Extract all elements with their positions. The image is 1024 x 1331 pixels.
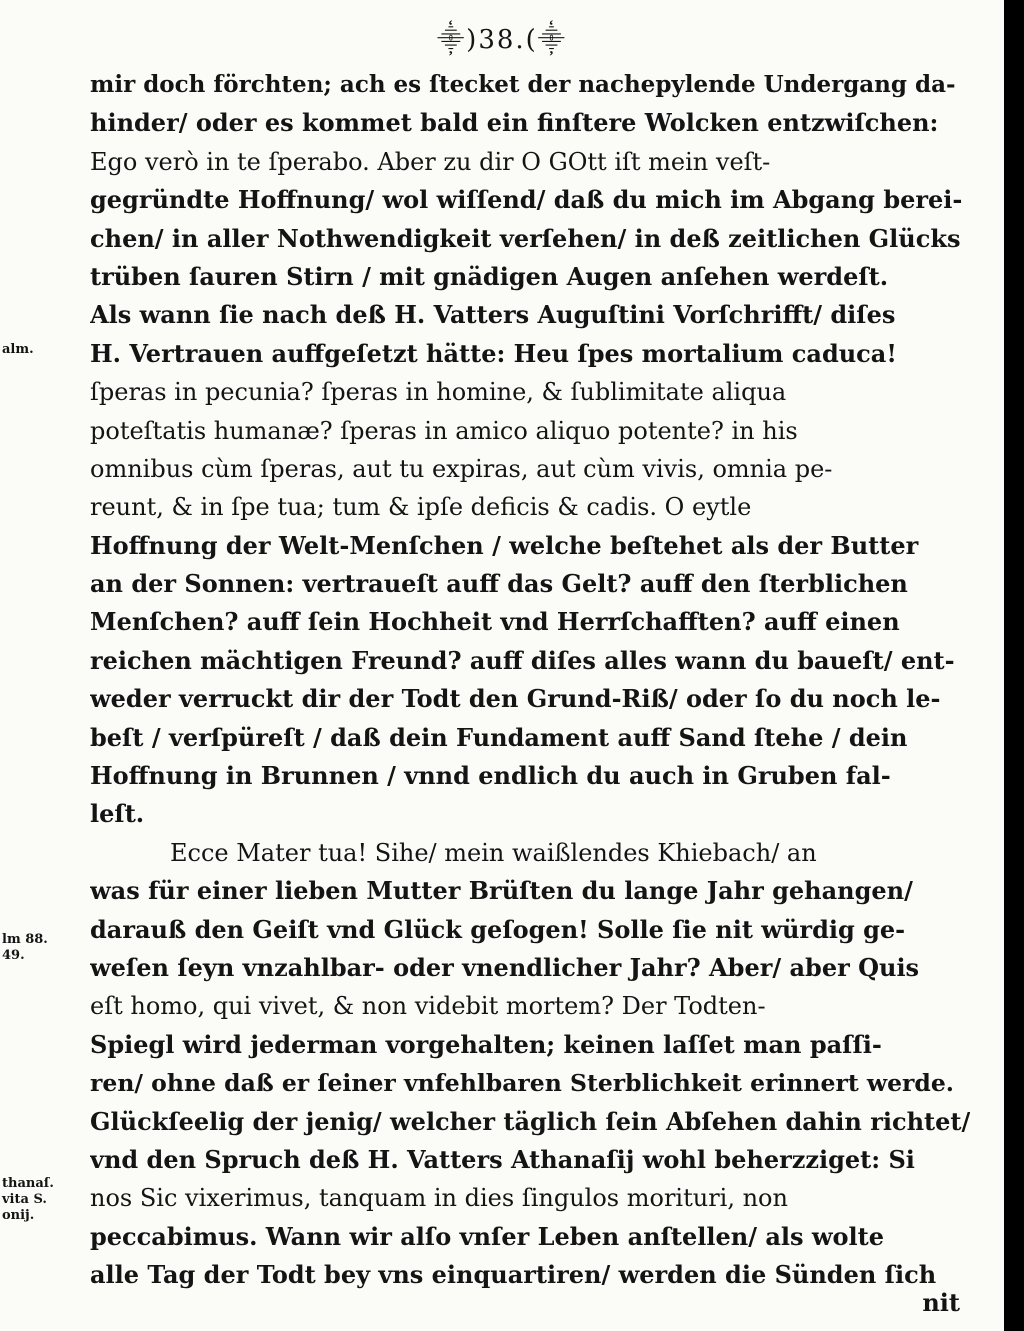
text-line: eſt homo, qui vivet, & non videbit mortem? Der Todten- <box>90 992 766 1021</box>
text-line: weder verruckt dir der Todt den Grund-Riß/ oder ſo du noch le- <box>90 684 941 714</box>
text-line: Spiegl wird jederman vorgehalten; keinen laſſet man paſſi- <box>90 1029 882 1059</box>
text-line: Hoffnung in Brunnen / vnnd endlich du auch in Gruben fal- <box>90 761 891 791</box>
text-line: Menſchen? auff ſein Hochheit vnd Herrſchafften? auff einen <box>90 607 900 637</box>
text-line: poteſtatis humanæ? ſperas in amico aliquo potente? in his <box>90 416 798 445</box>
text-line: Hoffnung der Welt-Menſchen / welche beſtehet als der Butter <box>90 530 919 560</box>
text-line: beſt / verſpüreſt / daß dein Fundament auff Sand ſtehe / dein <box>90 722 908 752</box>
text-line: chen/ in aller Nothwendigkeit verſehen/ in deß zeitlichen Glücks <box>90 223 961 253</box>
text-line: omnibus cùm ſperas, aut tu expiras, aut cùm vivis, omnia pe- <box>90 454 833 483</box>
body-text <box>90 66 970 1295</box>
text-line: was für einer lieben Mutter Brüſten du lange Jahr gehangen/ <box>90 876 913 906</box>
text-line: reunt, & in ſpe tua; tum & ipſe deficis & cadis. O eytle <box>90 493 752 522</box>
text-line: Ego verò in te ſperabo. Aber zu dir O GOtt iſt mein veſt- <box>90 147 771 176</box>
text-line: leſt. <box>90 799 145 829</box>
margin-note: alm. <box>2 342 34 357</box>
text-line: hinder/ oder es kommet bald ein finſtere Wolcken entzwiſchen: <box>90 108 939 138</box>
text-line: an der Sonnen: vertraueſt auff das Gelt? auff den ſterblichen <box>90 569 908 599</box>
text-line: H. Vertrauen auffgeſetzt hätte: Heu ſpes mortalium caduca! <box>90 338 897 368</box>
margin-note: lm 88. 49. <box>2 932 48 963</box>
text-line: gegründte Hoffnung/ wol wiſſend/ daß du mich im Abgang berei- <box>90 185 963 215</box>
text-line: trüben ſauren Stirn / mit gnädigen Augen anſehen werdeſt. <box>90 261 889 291</box>
text-line: peccabimus. Wann wir alſo vnſer Leben anſtellen/ als wolte <box>90 1221 885 1251</box>
margin-note: thanaſ. vita S. onij. <box>2 1176 54 1223</box>
text-line: ſperas in pecunia? ſperas in homine, & ſublimitate aliqua <box>90 378 787 407</box>
text-line: vnd den Spruch deß H. Vatters Athanaſij wohl beherzziget: Si <box>90 1144 915 1174</box>
text-line: weſen ſeyn vnzahlbar- oder vnendlicher Jahr? Aber/ aber Quis <box>90 952 920 982</box>
text-line: reichen mächtigen Freund? auff diſes alles wann du baueſt/ ent- <box>90 645 955 675</box>
text-line: ren/ ohne daß er ſeiner vnfehlbaren Sterblichkeit erinnert werde. <box>90 1069 954 1098</box>
text-line: Als wann ſie nach deß H. Vatters Auguſtini Vorſchrifft/ diſes <box>90 300 896 330</box>
catchword: nit <box>922 1288 960 1317</box>
page-header: ⸎)38.(⸎ <box>437 25 567 55</box>
text-line: Glückſeelig der jenig/ welcher täglich ſein Abſehen dahin richtet/ <box>90 1106 970 1136</box>
text-line: darauß den Geiſt vnd Glück geſogen! Solle ſie nit würdig ge- <box>90 914 906 944</box>
text-line: mir doch förchten; ach es ſtecket der nachepylende Undergang da- <box>90 71 956 98</box>
text-line: nos Sic vixerimus, tanquam in dies ſingulos morituri, non <box>90 1184 788 1213</box>
text-line: alle Tag der Todt bey vns einquartiren/ werden die Sünden ſich <box>90 1260 937 1290</box>
text-line: Ecce Mater tua! Sihe/ mein waißlendes Khiebach/ an <box>170 838 817 867</box>
